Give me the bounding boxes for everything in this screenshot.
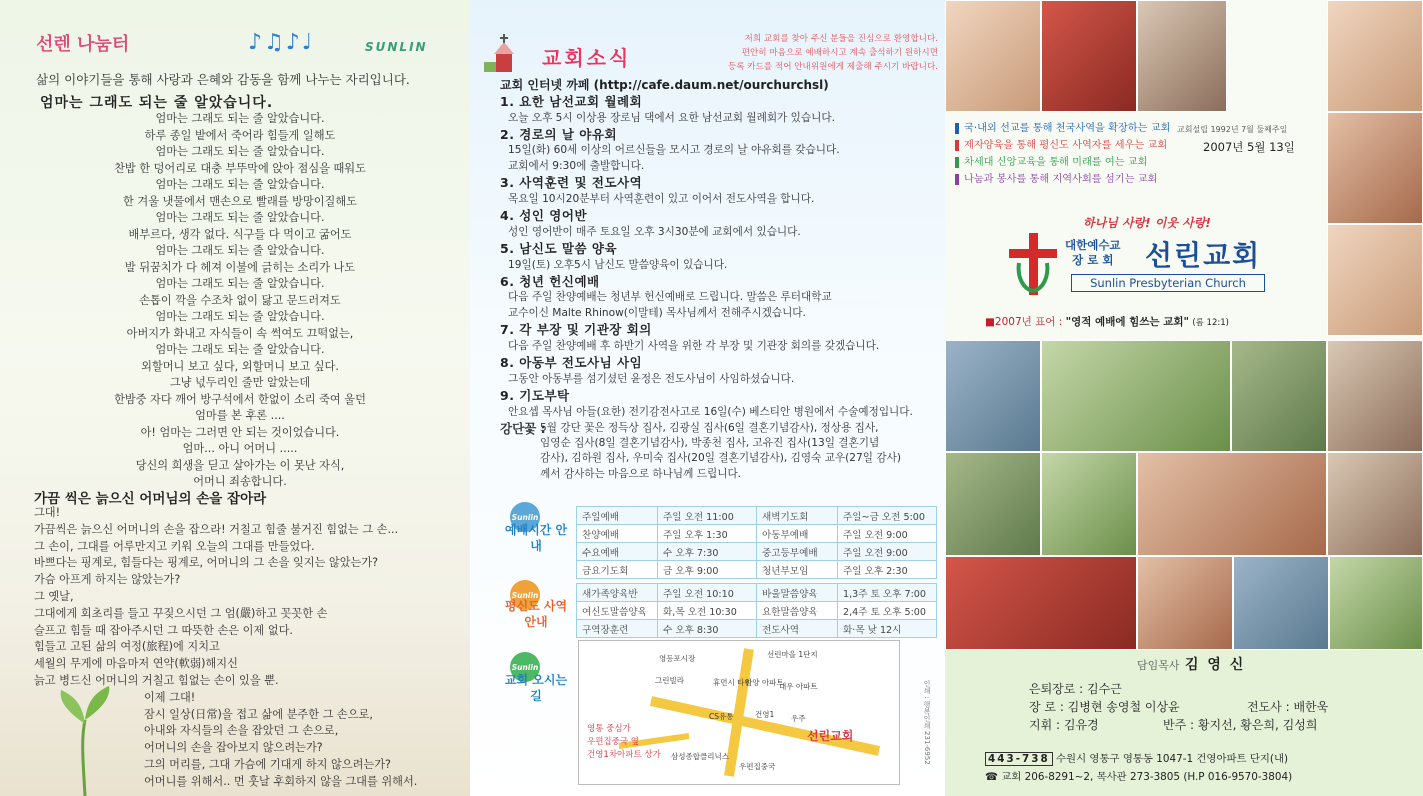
- schedule-time: 화,목 오전 10:30: [658, 602, 757, 620]
- poem-line: 엄마는 그래도 되는 줄 알았습니다.: [155, 277, 325, 290]
- poem-line: 손톱이 깍을 수조차 없이 닳고 문드러져도: [139, 293, 341, 307]
- poem-line: 배부르다, 생각 없다. 식구들 다 먹이고 굶어도: [128, 227, 352, 241]
- prose-title: 가끔 씩은 늙으신 어머님의 손을 잡아라: [34, 491, 267, 507]
- flowers-label: 강단꽃 :: [500, 421, 546, 436]
- poem-line: 엄마는 그래도 되는 줄 알았습니다.: [155, 112, 325, 125]
- poem-line: 발 뒤꿈치가 다 헤져 이불에 긁히는 소리가 나도: [124, 260, 356, 274]
- mission-text: 나눔과 봉사를 통해 지역사회를 섬기는 교회: [964, 174, 1158, 185]
- prose-line: 슬프고 힘들 때 잡아주시던 그 따뜻한 손은 이제 없다.: [34, 623, 293, 637]
- news-item-text: 오늘 오후 5시 이상용 장로님 댁에서 요한 남선교회 월례회가 있습니다.: [508, 111, 835, 124]
- map-church-label: 선린교회: [807, 729, 854, 743]
- sunlin-badge: Sunlin: [510, 652, 540, 682]
- schedule-name: 수요예배: [577, 543, 658, 561]
- news-item-text: 19일(토) 오후5시 남신도 말씀양육이 있습니다.: [508, 258, 728, 271]
- church-name: 선린교회: [1145, 239, 1262, 272]
- photo-worship-choir: [945, 556, 1137, 650]
- mission-bullet: [955, 157, 959, 168]
- schedule-row: [577, 525, 937, 543]
- poem-line: 한밤중 자다 깨어 방구석에서 한없이 소리 죽여 울던: [114, 392, 366, 406]
- printer-note: 인쇄 : 행복인쇄 231-6952: [923, 680, 931, 765]
- news-item-title: 6. 청년 헌신예배: [500, 273, 600, 289]
- schedule-name: 청년부모임: [757, 561, 838, 579]
- prose-line: 가슴 아프게 하지는 않았는가?: [34, 573, 181, 587]
- news-item-text: 그동안 아동부를 섬기셨던 윤정은 전도사님이 사임하셨습니다.: [508, 372, 795, 385]
- denomination: [1065, 238, 1121, 268]
- schedule-name: 여신도말씀양육: [577, 602, 658, 620]
- schedule-time: 수 오후 7:30: [658, 543, 757, 561]
- schedule-name: 금요기도회: [577, 561, 658, 579]
- training-schedule-table: [576, 583, 937, 638]
- prose-line: 힘들고 고된 삶의 여정(旅程)에 지치고: [34, 640, 220, 654]
- photo-event-banner: [1137, 556, 1233, 650]
- news-item-title: 9. 기도부탁: [500, 388, 570, 404]
- poem-line: 외할머니 보고 싶다, 외할머니 보고 싶다.: [141, 359, 339, 373]
- church-map[interactable]: [578, 640, 900, 785]
- address-line: [985, 750, 1288, 765]
- news-item-text: 목요일 10시20분부터 사역훈련이 있고 이어서 전도사역을 합니다.: [508, 192, 815, 205]
- flowers-body: [500, 421, 940, 482]
- schedule-time: 주일 오후 2:30: [838, 561, 937, 579]
- motto-text: "영적 예배에 힘쓰는 교회": [1065, 316, 1189, 328]
- welcome-line: 편안히 마음으로 예배하시고 계속 출석하기 원하시면: [741, 48, 938, 58]
- news-item: [500, 93, 940, 126]
- church-building-icon: [482, 34, 524, 76]
- photo-youth-group: [1137, 452, 1327, 556]
- evangelist: 전도사 : 배한욱: [1247, 700, 1329, 714]
- postal-code: 443-738: [985, 752, 1053, 766]
- welcome-line: 저희 교회를 찾아 주신 분들을 진심으로 환영합니다.: [744, 34, 938, 44]
- mission-item: [955, 171, 1170, 188]
- poem-line: 엄마는 그래도 되는 줄 알았습니다.: [155, 211, 325, 224]
- year-motto: [985, 314, 1229, 329]
- brand-english: SUNLIN: [365, 40, 428, 54]
- photo-school-building: [945, 452, 1041, 556]
- sunlin-badge: Sunlin: [510, 580, 540, 610]
- prose-line: 아내와 자식들의 손을 잡았던 그 손으로,: [144, 724, 339, 738]
- training-label: 평신도 사역 안내: [504, 599, 568, 629]
- news-title: 교회소식: [542, 46, 632, 70]
- news-item: [500, 240, 940, 273]
- map-label: 삼성종합클리닉스: [671, 752, 729, 761]
- schedule-time: 주일 오전 10:10: [658, 584, 757, 602]
- news-item-title: 5. 남신도 말씀 양육: [500, 241, 618, 257]
- worship-label: 예배시간 안내: [504, 523, 568, 553]
- mission-bullet: [955, 123, 959, 134]
- schedule-row: [577, 543, 937, 561]
- flowers-line: 감사), 김하원 집사, 우미숙 집사(20일 결혼기념감사), 김영숙 교우(27일 감사): [540, 452, 901, 465]
- schedule-row: [577, 620, 937, 638]
- news-item: [500, 126, 940, 174]
- photo-jumping-youth: [1041, 452, 1137, 556]
- mission-list: [955, 120, 1170, 188]
- photo-girl-portrait: [1327, 0, 1423, 112]
- flowers-line: 임영순 집사(8일 결혼기념감사), 박종천 집사, 고유진 집사(13일 결혼기념: [540, 437, 880, 450]
- schedule-time: 1,3주 토 오후 7:00: [838, 584, 937, 602]
- news-item-text: 다음 주일 찬양예배는 청년부 헌신예배로 드립니다. 말씀은 루터대학교: [508, 291, 832, 304]
- news-item: [500, 387, 940, 420]
- music-notes-icon: ♪♫♪♩: [248, 30, 315, 55]
- map-label: 우편집중국: [739, 762, 776, 771]
- denomination-line: 대한예수교: [1065, 238, 1121, 252]
- photo-elders-group: [1327, 340, 1423, 452]
- schedule-time: 주일~금 오전 5:00: [838, 507, 937, 525]
- choir-director: 지휘 : 김유경: [1029, 718, 1099, 732]
- news-item-text: 15일(화) 60세 이상의 어르신들을 모시고 경로의 날 야유회를 갖습니다.: [508, 144, 840, 157]
- poem-line: 엄마는 그래도 되는 줄 알았습니다.: [155, 310, 325, 323]
- sprout-image: [55, 650, 115, 796]
- mission-item: [955, 137, 1170, 154]
- photo-girl-peace: [1327, 224, 1423, 336]
- map-hint-line: 우편집중국 옆: [587, 737, 639, 747]
- poem-line: 그냥 넋두리인 줄만 알았는데: [169, 376, 311, 389]
- schedule-name: 아동부예배: [757, 525, 838, 543]
- map-hint-line: 영통 중심가: [587, 724, 631, 734]
- photo-group-outdoors: [1041, 340, 1231, 452]
- schedule-time: 주일 오후 1:30: [658, 525, 757, 543]
- poem-line: 엄마는 그래도 되는 줄 알았습니다.: [155, 343, 325, 356]
- schedule-time: 금 오후 9:00: [658, 561, 757, 579]
- news-item-text: 안요셉 목사님 아들(요한) 전기감전사고로 16일(수) 베스티안 병원에서 수술예정입니다.: [508, 405, 913, 418]
- poem-line: 엄마는 그래도 되는 줄 알았습니다.: [155, 145, 325, 158]
- news-item-text: 교수이신 Malte Rhinow(이말테) 목사님께서 전해주시겠습니다.: [508, 306, 806, 319]
- photo-fellowship-meal: [1233, 556, 1329, 650]
- schedule-row: [577, 602, 937, 620]
- pulpit-flowers: [500, 421, 940, 482]
- church-name-english: Sunlin Presbyterian Church: [1071, 274, 1265, 292]
- news-item-title: 1. 요한 남선교회 월례회: [500, 94, 643, 109]
- mission-text: 차세대 신앙교육을 통해 미래를 여는 교회: [964, 157, 1148, 168]
- right-panel: [945, 0, 1423, 796]
- news-item-title: 3. 사역훈련 및 전도사역: [500, 175, 643, 191]
- sunlin-badge: Sunlin: [510, 502, 540, 532]
- map-label: 휴먼시 타워: [713, 678, 752, 687]
- photo-dinner-table: [1327, 452, 1423, 556]
- schedule-time: 수 오후 8:30: [658, 620, 757, 638]
- photo-group-park: [1231, 340, 1327, 452]
- schedule-time: 화·목 낮 12시: [838, 620, 937, 638]
- map-label: 건영1: [755, 710, 775, 719]
- schedule-name: 전도사역: [757, 620, 838, 638]
- map-label: 영등포시장: [659, 654, 696, 663]
- prose-line: 가끔씩은 늙으신 어머니의 손을 잡으라! 거칠고 힘줄 불거진 힘없는 그 손...: [34, 522, 399, 536]
- phone-numbers: ☎ 교회 206-8291~2, 목사관 273-3805 (H.P 016-9570-3804): [985, 771, 1293, 783]
- news-item-title: 2. 경로의 날 야유회: [500, 126, 618, 142]
- schedule-time: 주일 오전 11:00: [658, 507, 757, 525]
- poem-line: 찬밥 한 덩어리로 대충 부뚜막에 앉아 점심을 때워도: [114, 161, 366, 175]
- map-label: 대우 아파트: [779, 682, 818, 691]
- mission-bullet: [955, 174, 959, 185]
- map-hint: [587, 723, 661, 762]
- poem-line: 어머니 죄송합니다.: [193, 475, 287, 488]
- intro-text: 삶의 이야기들을 통해 사랑과 은혜와 감동을 함께 나누는 자리입니다.: [36, 72, 410, 87]
- mission-bullet: [955, 140, 959, 151]
- news-item-title: 4. 성인 영어반: [500, 208, 588, 224]
- pastor-label: 담임목사: [1137, 659, 1180, 672]
- photo-boy-smiling: [1327, 112, 1423, 224]
- church-slogan: 하나님 사랑! 이웃 사랑!: [1083, 216, 1211, 230]
- prose-line: 바쁘다는 핑계로, 힘들다는 핑계로, 어머니의 그 손을 잊지는 않았는가?: [34, 556, 379, 570]
- map-label: 우주: [791, 714, 806, 723]
- schedule-time: 주일 오전 9:00: [838, 543, 937, 561]
- brand-title: 선렌 나눔터: [36, 34, 130, 55]
- schedule-row: [577, 584, 937, 602]
- poem-line: 하루 종일 밭에서 죽어라 힘들게 일해도: [144, 128, 336, 142]
- news-item: [500, 273, 940, 321]
- schedule-time: 주일 오전 9:00: [838, 525, 937, 543]
- photo-congregation-hall: [945, 340, 1041, 452]
- flowers-line: 5월 강단 꽃은 정득상 집사, 김광실 집사(6일 결혼기념감사), 정상용 집사,: [540, 422, 879, 434]
- prose-line: 늙고 병드신 어머니의 거칠고 힘없는 손이 있을 뿐.: [34, 673, 279, 687]
- poem-title: 엄마는 그래도 되는 줄 알았습니다.: [40, 95, 274, 111]
- schedule-name: 요한말씀양육: [757, 602, 838, 620]
- photo-children-christmas: [1041, 0, 1137, 112]
- poem-line: 엄마는 그래도 되는 줄 알았습니다.: [155, 244, 325, 257]
- schedule-name: 구역장훈련: [577, 620, 658, 638]
- church-cross-logo-icon: [1009, 233, 1057, 295]
- news-item-text: 성인 영어반이 매주 토요일 오후 3시30분에 교회에서 있습니다.: [508, 225, 801, 238]
- accompanists: 반주 : 황지선, 황은희, 김성희: [1163, 718, 1318, 732]
- photo-choir-stage: [1137, 0, 1227, 112]
- map-label: CS유통: [709, 712, 734, 721]
- news-item-title: 8. 아동부 전도사님 사임: [500, 355, 643, 371]
- news-item: [500, 354, 940, 387]
- prose-line: 잠시 일상(日常)을 접고 삶에 분주한 그 손으로,: [144, 707, 373, 721]
- prose-line: 그 옛날,: [34, 589, 74, 603]
- schedule-row: [577, 561, 937, 579]
- poem-line: 아! 엄마는 그러면 안 되는 것이었습니다.: [140, 425, 340, 439]
- news-item-title: 7. 각 부장 및 기관장 회의: [500, 322, 652, 338]
- flowers-line: 께서 감사하는 마음으로 하나님께 드립니다.: [540, 467, 742, 480]
- mission-text: 국·내외 선교를 통해 천국사역을 확장하는 교회: [964, 123, 1171, 134]
- poem-line: 한 겨울 냇물에서 맨손으로 빨래를 방망이질해도: [123, 194, 357, 208]
- news-list: [500, 93, 940, 420]
- schedule-name: 새가족양육반: [577, 584, 658, 602]
- map-label: 그린빌라: [655, 676, 684, 685]
- poem-line: 엄마는 그래도 되는 줄 알았습니다.: [155, 178, 325, 191]
- schedule-name: 주일예배: [577, 507, 658, 525]
- directions-label: 교회 오시는 길: [504, 673, 568, 703]
- poem-line: 엄마... 아니 어머니 .....: [182, 442, 298, 455]
- mission-item: [955, 120, 1170, 137]
- prose-line: 어머니의 손을 잡아보지 않으려는가?: [144, 741, 323, 755]
- map-hint-line: 건영1차아파트 상가: [587, 750, 661, 760]
- prose-line: 어머니를 위해서.. 먼 훗날 후회하지 않을 그대를 위해서.: [144, 774, 418, 788]
- prose-line: 그 손이, 그대를 어루만지고 키워 오늘의 그대를 만들었다.: [34, 539, 315, 553]
- founded-date: 교회설립 1992년 7월 둘째주일: [1177, 125, 1288, 134]
- news-item-text: 교회에서 9:30에 출발합니다.: [508, 159, 645, 172]
- poem-line: 당신의 희생을 딛고 살아가는 이 못난 자식,: [135, 458, 345, 472]
- news-item: [500, 174, 940, 207]
- left-panel: [0, 0, 470, 796]
- prose-line: 이제 그대!: [144, 690, 196, 704]
- map-label: 한양 아파트: [745, 678, 784, 687]
- prose-line: 세월의 무게에 마음마저 연약(軟弱)해지신: [34, 657, 238, 671]
- schedule-name: 새벽기도회: [757, 507, 838, 525]
- welcome-message: [630, 32, 938, 74]
- photo-girl-smiling: [945, 0, 1041, 112]
- pastor-name: 김 영 신: [1185, 657, 1246, 673]
- news-item: [500, 207, 940, 240]
- staff-info: [945, 650, 1423, 796]
- motto-reference: (롬 12:1): [1192, 318, 1229, 328]
- schedule-name: 찬양예배: [577, 525, 658, 543]
- elders: 장 로 : 김병현 송영철 이상윤: [1029, 700, 1180, 714]
- schedule-name: 중고등부예배: [757, 543, 838, 561]
- motto-year: ■2007년 표어 :: [985, 316, 1063, 328]
- middle-panel: [470, 0, 945, 796]
- poem-line: 아버지가 화내고 자식들이 속 썩여도 끄떡없는,: [126, 326, 354, 340]
- denomination-line: 장 로 회: [1072, 253, 1114, 267]
- welcome-line: 등록 카드를 적어 안내위원에게 제출해 주시기 바랍니다.: [727, 62, 938, 72]
- prose-line: 그대!: [34, 506, 61, 519]
- poem-line: 엄마를 본 후론 ....: [195, 409, 285, 422]
- internet-cafe-link[interactable]: 교회 인터넷 까페 (http://cafe.daum.net/ourchurchsl): [500, 78, 829, 92]
- mission-item: [955, 154, 1170, 171]
- news-item: [500, 321, 940, 354]
- news-item-text: 다음 주일 찬양예배 후 하반기 사역을 위한 각 부장 및 기관장 회의를 갖겠습니다.: [508, 339, 880, 352]
- mission-text: 제자양육을 통해 평신도 사역자를 세우는 교회: [964, 140, 1168, 151]
- schedule-name: 바울말씀양육: [757, 584, 838, 602]
- worship-schedule-table: [576, 506, 937, 579]
- map-label: 선린마을 1단지: [767, 650, 818, 659]
- poem-body: [30, 111, 450, 491]
- photo-picnic: [1329, 556, 1423, 650]
- bulletin-date: 2007년 5월 13일: [1203, 140, 1295, 154]
- prose-line: 그의 머리를, 그대 가슴에 기대게 하지 않으려는가?: [144, 757, 391, 771]
- schedule-row: [577, 507, 937, 525]
- schedule-time: 2,4주 토 오후 5:00: [838, 602, 937, 620]
- prose-line: 그대에게 회초리를 들고 꾸짖으시던 그 엄(嚴)하고 꼿꼿한 손: [34, 606, 328, 620]
- address: 수원시 영통구 영통동 1047-1 건영아파트 단지(내): [1056, 753, 1289, 765]
- retired-elder: 은퇴장로 : 김수근: [1029, 682, 1122, 696]
